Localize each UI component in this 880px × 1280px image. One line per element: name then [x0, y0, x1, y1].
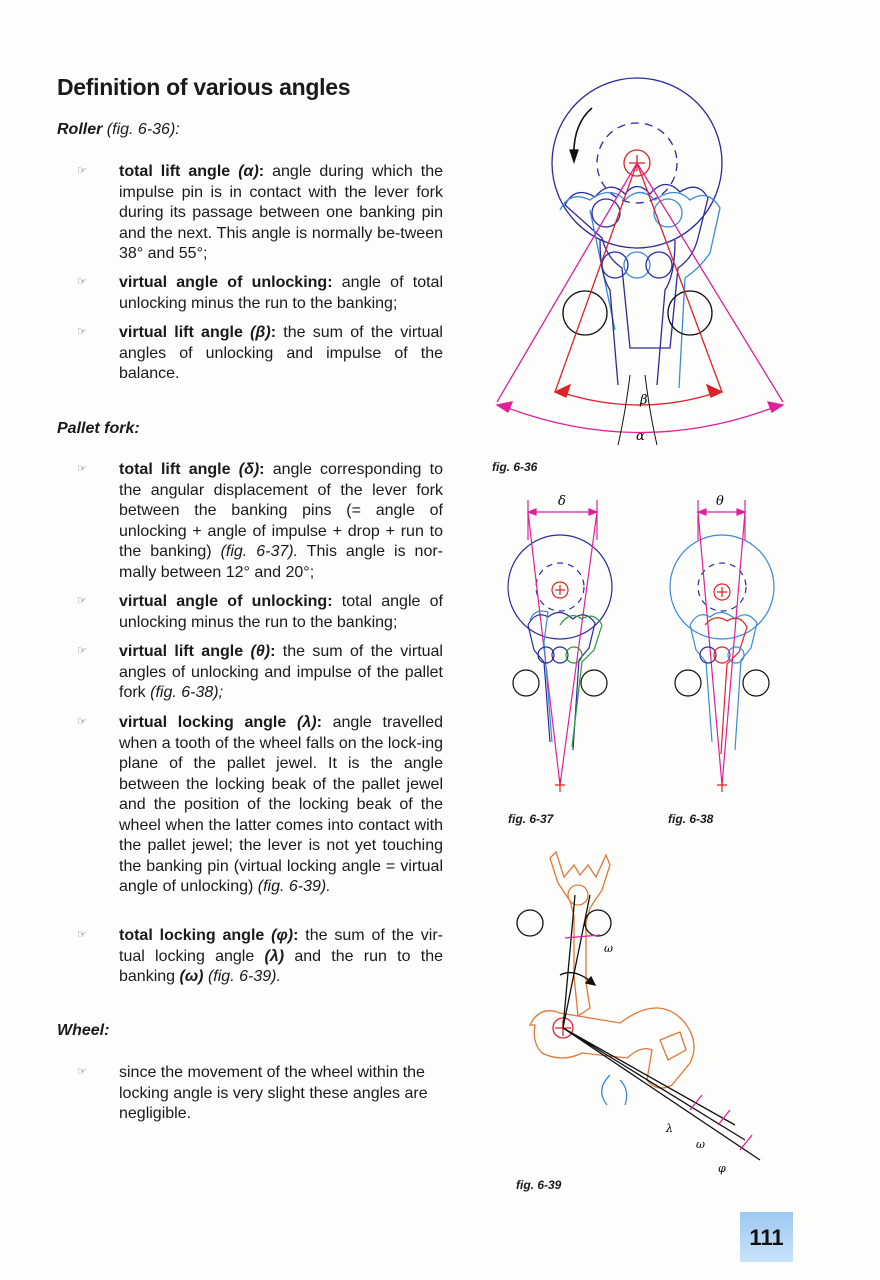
item-text: since the movement of the wheel within the locking angle is very slight these angles are negligible.: [119, 1064, 428, 1122]
pointing-hand-icon: ☞: [77, 929, 87, 941]
figure-caption: fig. 6-37: [508, 812, 554, 826]
list-item: [77, 460, 443, 583]
delta-label: δ: [558, 494, 566, 509]
fig-ref: (fig. 6-39).: [207, 968, 281, 985]
symbol: (θ): [250, 643, 271, 660]
colon: :: [293, 927, 299, 944]
item-text: and the run to the banking: [119, 947, 443, 985]
alpha-label: α: [636, 429, 645, 444]
pointing-hand-icon: ☞: [77, 463, 87, 475]
term: virtual locking angle: [119, 714, 287, 731]
term: total lift angle: [119, 461, 231, 478]
section-heading-roller: [57, 121, 180, 139]
figure-6-38: [655, 490, 795, 800]
list-item: [77, 713, 443, 898]
theta-label: θ: [716, 494, 724, 509]
term: virtual angle of unlocking:: [119, 593, 333, 610]
list-item: [77, 592, 443, 633]
list-item: [77, 273, 443, 314]
figure-6-39: [505, 840, 775, 1180]
symbol: (δ): [238, 461, 260, 478]
symbol: (φ): [271, 927, 294, 944]
section-heading-pallet-fork: Pallet fork:: [57, 420, 140, 437]
list-item: [77, 162, 443, 265]
colon: :: [316, 714, 322, 731]
fig-ref: (fig. 6-38);: [150, 684, 224, 701]
term: virtual angle of unlocking:: [119, 274, 333, 291]
colon: :: [270, 643, 276, 660]
fig-ref: (fig. 6-37).: [220, 543, 299, 560]
pointing-hand-icon: ☞: [77, 165, 87, 177]
colon: :: [259, 461, 265, 478]
list-item: [77, 323, 443, 385]
page-number: 111: [740, 1212, 793, 1262]
omega-label: ω: [604, 942, 613, 955]
list-item: [77, 926, 443, 988]
figure-6-37: [495, 490, 635, 800]
figure-caption: fig. 6-38: [668, 812, 714, 826]
roller-fig-ref: (fig. 6-36):: [106, 121, 180, 138]
symbol: (α): [238, 163, 259, 180]
phi-label: φ: [718, 1162, 726, 1175]
term: virtual lift angle: [119, 643, 244, 660]
item-text: the sum of the virtual angles of unlocking and impulse of the pallet fork: [119, 643, 443, 701]
item-text: the sum of the vir-tual locking angle: [119, 927, 443, 965]
pointing-hand-icon: ☞: [77, 716, 87, 728]
item-text: total angle of unlocking minus the run to the banking;: [119, 593, 444, 631]
page-title: Definition of various angles: [57, 74, 351, 100]
item-text: This angle is nor-mally between 12° and 20°;: [119, 543, 444, 581]
symbol: (β): [250, 324, 271, 341]
pointing-hand-icon: ☞: [77, 595, 87, 607]
colon: :: [270, 324, 277, 341]
item-text: angle travelled when a tooth of the wheel falls on the lock-ing plane of the pallet jewel. It is the angle between the locking beak of the pallet jewel and the position of the locking beak of the wheel when the latter comes into contact with the pallet jewel; the lever is not yet touching the banking pin (virtual locking angle = virtual angle of unlocking): [119, 714, 443, 895]
figure-caption: fig. 6-39: [516, 1178, 562, 1192]
figure-caption: fig. 6-36: [492, 460, 538, 474]
pointing-hand-icon: ☞: [77, 645, 87, 657]
lambda-label: λ: [666, 1122, 673, 1135]
omega-label: ω: [696, 1138, 705, 1151]
item-text: angle during which the impulse pin is in contact with the lever fork during its passage between one banking pin and the next. This angle is normally be-tween 38° and 55°;: [119, 163, 443, 262]
pointing-hand-icon: ☞: [77, 276, 87, 288]
item-text: angle of total unlocking minus the run to the banking;: [119, 274, 444, 312]
list-item: [77, 1063, 443, 1125]
figure-6-36: [480, 70, 800, 450]
term: virtual lift angle: [119, 324, 243, 341]
item-text: the sum of the virtual angles of unlocking and impulse of the balance.: [119, 324, 443, 382]
list-item: [77, 642, 443, 704]
symbol: (λ): [297, 714, 317, 731]
section-heading-wheel: Wheel:: [57, 1022, 110, 1039]
symbol: (λ): [264, 947, 285, 965]
fig-ref: (fig. 6-39).: [257, 878, 331, 895]
roller-heading-text: Roller: [57, 121, 103, 138]
pointing-hand-icon: ☞: [77, 1066, 87, 1078]
item-text: angle corresponding to the angular displacement of the lever fork between the banking pins (= angle of unlocking + angle of impulse + drop + run to the banking): [119, 461, 444, 560]
pointing-hand-icon: ☞: [77, 326, 87, 338]
term: total locking angle: [119, 927, 265, 944]
symbol: (ω): [179, 968, 204, 985]
beta-label: β: [640, 393, 648, 408]
term: total lift angle: [119, 163, 231, 180]
colon: :: [258, 163, 265, 180]
